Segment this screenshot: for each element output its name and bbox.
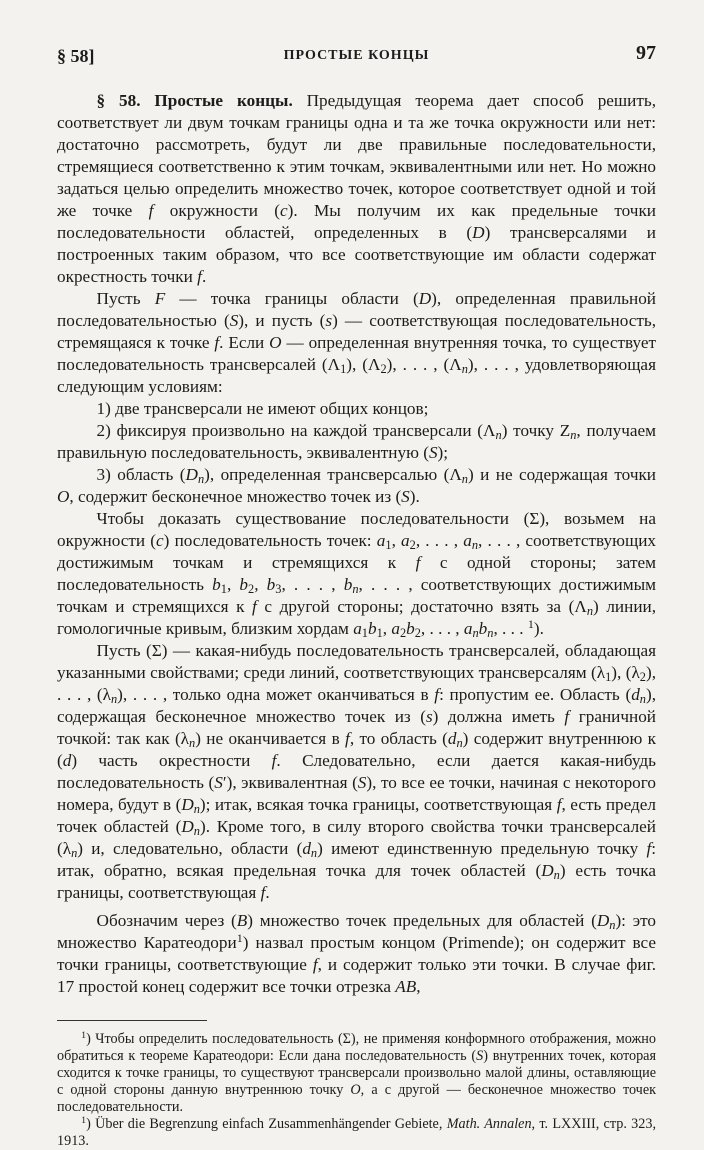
condition-1: 1) две трансверсали не имеют общих концов; — [96, 399, 429, 418]
paragraph-setup: Пусть F — точка границы области (D), определенная правильной последовательностью (S), и пусть (s) — соответствующая последовательность, стремящаяся к точке f. Если O — определенная внутренняя точка, то существует последовательность трансверсалей $(\Lambda_1)$, $(\Lambda_2)$, . . . , $(\Lambda_n)$, . . . , удовлетворяющая следующим условиям: — [57, 289, 656, 396]
footnote-rule — [57, 1020, 207, 1021]
header-section-ref: § 58] — [57, 46, 95, 66]
paragraph-existence: Чтобы доказать существование последовательности (Σ), возьмем на окружности (c) последовательность точек: $a_1$, $a_2$, . . . , $a_n$, . . . , соответствующих достижимым точкам и стремящихся к f с одной стороны; затем последовательность $b_1$, $b_2$, $b_3$, . . . , $b_n$, . . . , соответствующих достижимым точкам и стремящихся к f с другой стороны; достаточно взять за $(\Lambda_n)$ линии, гомологичные кривым, близким хордам $a_1b_1$, $a_2b_2$, . . . , $a_nb_n$, . . . $^1$). — [57, 509, 657, 641]
paragraph-intro: § 58. Простые концы. Предыдущая теорема дает способ решить, соответствует ли двум точкам границы одна и та же точка окружности или нет: достаточно рассмотреть, будут ли две правильные последовательности, стремящиеся соответственно к этим точкам, эквивалентными или нет. Но можно задаться целью определить множество точек, которое соответствует одной и той же точке f окружности (c). Мы получим их как предельные точки последовательности областей, определенных в (D) трансверсалями и построенных таким образом, что все соответствующие им области содержат окрестность точки f. — [57, 91, 656, 286]
footnotes — [57, 1031, 656, 1150]
footnote-1: $^1$) Чтобы определить последовательность (Σ), не применяя конформного отображения, можно обратиться к теореме Каратеодори: Если дана последовательность (S) внутренних точек, которая сходится к точке границы, то существуют трансверсали произвольно малой длины, оставляющие с одной стороны данную внутреннюю точку O, а с другой — бесконечное множество точек последовательности. — [57, 1030, 657, 1115]
page-number: 97 — [636, 42, 656, 64]
paragraph-prime-end: Обозначим через (B) множество точек предельных для областей $(D_n)$: это множество Каратеодори$^1$) назвал простым концом (Primende); он содержит все точки границы, соответствующие f, и содержит только эти точки. В случае фиг. 17 простой конец содержит все точки отрезка AB, — [57, 911, 656, 996]
condition-2: 2) фиксируя произвольно на каждой трансверсали $(\Lambda_n)$ точку $Z_n$, получаем правильную последовательность, эквивалентную (S); — [57, 421, 657, 462]
running-header — [57, 40, 656, 70]
condition-3: 3) область $(D_n)$, определенная трансверсалью $(\Lambda_n)$ и не содержащая точки O, содержит бесконечное множество точек из (S). — [57, 465, 657, 506]
main-text — [57, 90, 656, 998]
paragraph-proof: Пусть (Σ) — какая-нибудь последовательность трансверсалей, обладающая указанными свойствами; среди линий, соответствующих трансверсалям $(\lambda_1)$, $(\lambda_2)$, . . . , $(\lambda_n)$, . . . , только одна может оканчиваться в f: пропустим ее. Область $(d_n)$, содержащая бесконечное множество точек из (s) должна иметь f граничной точкой: так как $(\lambda_n)$ не оканчивается в f, то область $(d_n)$ содержит внутреннюю к (d) часть окрестности f. Следовательно, если дается какая-нибудь последовательность (S′), эквивалентная (S), то все ее точки, начиная с некоторого номера, будут в $(D_n)$; итак, всякая точка границы, соответствующая f, есть предел точек областей $(D_n)$. Кроме того, в силу второго свойства точки трансверсалей $(\lambda_n)$ и, следовательно, области $(d_n)$ имеют единственную предельную точку f: итак, обратно, всякая предельная точка для точек областей $(D_n)$ есть точка границы, соответствующая f. — [57, 641, 657, 902]
header-title: ПРОСТЫЕ КОНЦЫ — [283, 48, 430, 63]
footnote-2: $^1$) Über die Begrenzung einfach Zusammenhängender Gebiete, Math. Annalen, т. LXXIII, стр. 323, 1913. — [57, 1115, 656, 1149]
